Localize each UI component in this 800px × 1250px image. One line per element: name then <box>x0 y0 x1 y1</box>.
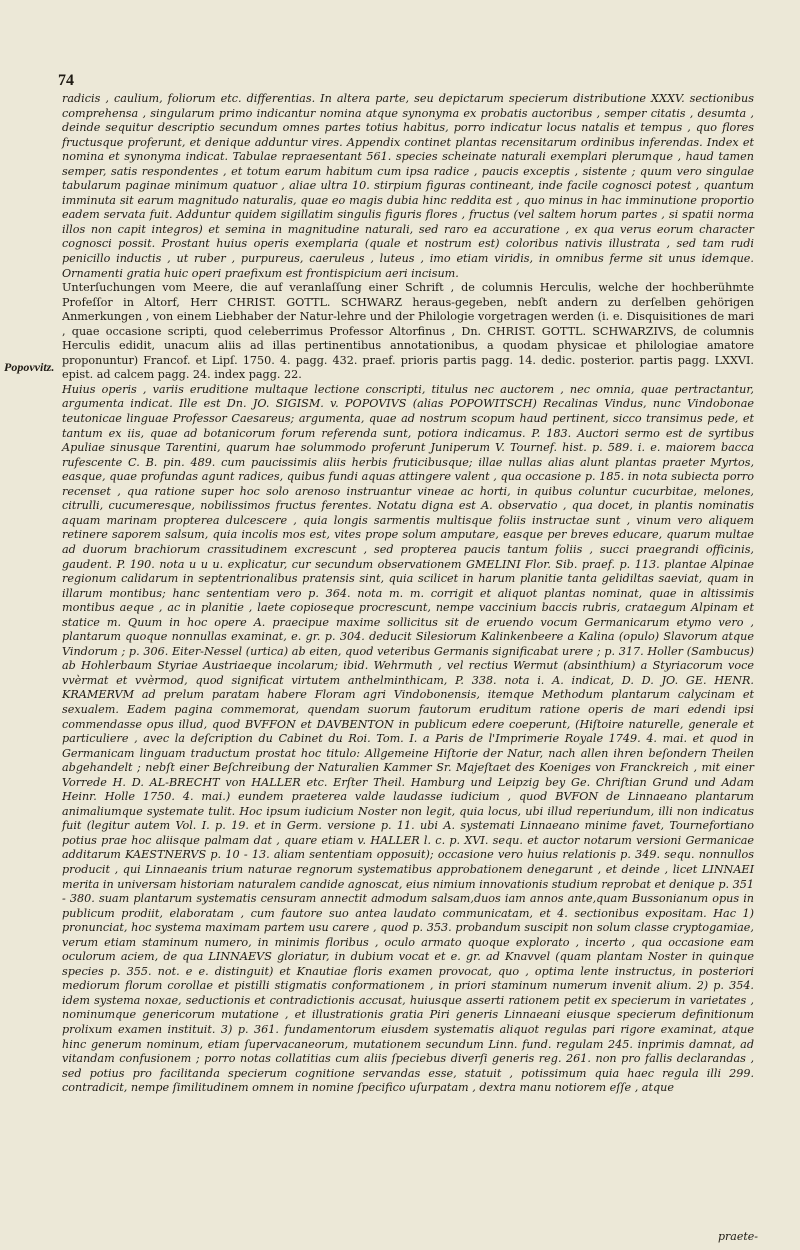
paragraph-bibliographic-entry: Unterſuchungen vom Meere, die auf veranlaſſung einer Schrift , de columnis Herculis, welche der hochberühmte Profeſſor in Altorf, Herr CHRIST. GOTTL. SCHWARZ heraus-gegeben, nebſt andern zu derſelben gehörigen Anmerkungen , von einem Liebhaber der Natur-lehre und der Philologie vorgetragen werden (i. e. Disquisitiones de mari , quae occasione scripti, quod celeberrimus Professor Altorfinus , Dn. CHRIST. GOTTL. SCHWARZIVS, de columnis Herculis edidit, unacum aliis ad illas pertinentibus annotationibus, a quodam physicae et philologiae amatore proponuntur) Francof. et Lipſ. 1750. 4. pagg. 432. praef. prioris partis pagg. 14. dedic. posterior. partis pagg. LXXVI. epist. ad calcem pagg. 24. index pagg. 22. <box>62 281 754 382</box>
body-text <box>62 92 754 1096</box>
paragraph-review-continued: radicis , caulium, foliorum etc. differentias. In altera parte, seu depictarum specierum distributione XXXV. sectionibus comprehensa , singularum primo indicantur nomina atque synonyma ex probatis auctoribus , semper citatis , desumta , deinde sequitur descriptio secundum omnes partes totius habitus, porro indicatur locus natalis et tempus , quo flores fructusque proferunt, et denique adduntur vires. Appendix continet plantas recensitarum ordinibus inferendas. Index et nomina et synonyma indicat. Tabulae repraesentant 561. species scheinate naturali exemplari plerumque , haud tamen semper, satis respondentes , et totum earum habitum cum ipsa radice , paucis exceptis , sistente ; quum vero singulae tabularum paginae minimum quatuor , aliae ultra 10. stirpium figuras contineant, inde facile cognosci potest , quantum imminuta sit earum magnitudo naturalis, quae eo magis dubia hinc reddita est , quo minus in hac imminutione proportio eadem servata fuit. Adduntur quidem sigillatim singulis figuris flores , fructus (vel saltem horum partes , si spatii norma illos non capit integros) et semina in magnitudine naturali, sed raro ea accuratione , ex qua verus eorum character cognosci possit. Prostant huius operis exemplaria (quale et nostrum est) coloribus nativis illustrata , sed tam rudi penicillo inductis , ut ruber , purpureus, caeruleus , luteus , imo etiam viridis, in omnibus ferme sit unus idemque. Ornamenti gratia huic operi praefixum est frontispicium aeri incisum. <box>62 92 754 280</box>
marginal-author-heading: Popovvitz. <box>4 360 55 374</box>
page-number: 74 <box>58 72 74 89</box>
catchword: praete- <box>717 1230 758 1243</box>
paragraph-review-body: Huius operis , variis eruditione multaque lectione conscripti, titulus nec auctorem , nec omnia, quae pertractantur, argumenta indicat. Ille est Dn. JO. SIGISM. v. POPOVIVS (alias POPOWITSCH) Recalinas Vindus, nunc Vindobonae teutonicae linguae Professor Caesareus; argumenta, quae ad nostrum scopum haud pertinent, sicco transimus pede, et tantum ex iis, quae ad botanicorum forum referenda sunt, potiora indicamus. P. 183. Auctori sermo est de syrtibus Apuliae sinusque Tarentini, quarum hae solummodo proferunt Juniperum V. Tournef. hist. p. 589. i. e. maiorem bacca rufescente C. B. pin. 489. cum paucissimis aliis herbis fruticibusque; illae nullas alias alunt plantas praeter Myrtos, easque, quae profundas agunt radices, quibus fundi aquas attingere valent , qua occasione p. 185. in nota subiecta porro recenset , qua ratione super hoc solo arenoso instruantur vineae ac horti, in quibus coluntur cucurbitae, melones, citrulli, cucumeresque, nobilissimos fructus ferentes. Notatu digna est A. observatio , qua docet, in plantis nominatis aquam marinam propterea dulcescere , quia longis sarmentis multisque foliis instructae sunt , vinum vero aliquem retinere saporem salsum, quia incolis mos est, vites prope solum amputare, easque per breves educare, quarum multae ad duorum brachiorum crassitudinem excrescunt , sed propterea paucis tantum foliis , succi praegrandi officinis, gaudent. P. 190. nota u u u. explicatur, cur secundum observationem GMELINI Flor. Sib. praef. p. 113. plantae Alpinae regionum calidarum in septentrionalibus pratensis sint, quia scilicet in harum planitie tanta gelidiltas saeviat, quam in illarum montibus; hanc sententiam vero p. 364. nota m. m. corrigit et aliquot plantas nominat, quae in altissimis montibus aeque , ac in planitie , laete copioseque procrescunt, nempe vaccinium baccis rubris, crataegum Alpinam et statice m. Quum in hoc opere A. praecipue maxime sollicitus sit de eruendo vocum Germanicarum etymo vero , plantarum quoque nonnullas examinat, e. gr. p. 304. deducit Silesiorum Kalinkenbeere a Kalina (opulo) Slavorum atque Vindorum ; p. 306. Eiter-Nessel (urtica) ab eiten, quod veteribus Germanis significabat urere ; p. 317. Holler (Sambucus) ab Hohlerbaum Styriae Austriaeque incolarum; ibid. Wehrmuth , vel rectius Wermut (absinthium) a Styriacorum voce vvèrmat et vvèrmod, quod significat virtutem anthelminthicam, P. 338. nota i. A. indicat, D. D. JO. GE. HENR. KRAMERVM ad prelum paratam habere Floram agri Vindobonensis, itemque Methodum plantarum calycinam et sexualem. Eadem pagina commemorat, quendam suorum fautorum eruditum ratione operis de mari edendi ipsi commendasse opus illud, quod BVFFON et DAVBENTON in publicum edere coeperunt, (Hiſtoire naturelle, generale et particuliere , avec la deſcription du Cabinet du Roi. Tom. I. a Paris de l'Imprimerie Royale 1749. 4. mai. et quod in Germanicam linguam traductum prostat hoc titulo: Allgemeine Hiſtorie der Natur, nach allen ihren beſondern Theilen abgehandelt ; nebſt einer Beſchreibung der Naturalien Kammer Sr. Majeſtaet des Koeniges von Franckreich , mit einer Vorrede H. D. AL-BRECHT von HALLER etc. Erſter Theil. Hamburg und Leipzig bey Ge. Chriſtian Grund und Adam Heinr. Holle 1750. 4. mai.) eundem praeterea valde laudasse iudicium , quod BVFON de Linnaeano plantarum animaliumque systemate tulit. Hoc ipsum iudicium Noster non legit, quia locus, ubi illud reperiundum, illi non indicatus fuit (legitur autem Vol. I. p. 19. et in Germ. versione p. 11. ubi A. systemati Linnaeano minime favet, Tournefortiano potius prae hoc aliisque palmam dat , quare etiam v. HALLER l. c. p. XVI. sequ. et auctor notarum versioni Germanicae additarum KAESTNERVS p. 10 - 13. aliam sententiam opposuit); occasione vero huius relationis p. 349. sequ. nonnullos producit , qui Linnaeanis trium naturae regnorum systematibus approbationem denegarunt , et deinde , licet LINNAEI merita in universam historiam naturalem candide agnoscat, eius nimium innovationis studium reprobat et denique p. 351 - 380. suam plantarum systematis censuram annectit admodum salsam,duos iam annos ante,quam Bussonianum opus in publicum prodiit, elaboratam , cum fautore suo antea laudato communicatam, et 4. sectionibus expositam. Hac 1) pronunciat, hoc systema maximam partem usu carere , quod p. 353. probandum suscipit non solum classe cryptogamiae, verum etiam staminum numero, in minimis floribus , oculo armato quoque explorato , incerto , qua occasione eam oculorum aciem, de qua LINNAEVS gloriatur, in dubium vocat et e. gr. ad Knavvel (quam plantam Noster in quinque species p. 355. not. e e. distinguit) et Knautiae floris examen provocat, quo , optima lente instructus, in posteriori mediorum florum corollae et pistilli stigmatis conformationem , in priori staminum numerum invenit alium. 2) p. 354. idem systema noxae, seductionis et contradictionis accusat, huiusque asserti rationem petit ex specierum in varietates , nominumque genericorum mutatione , et illustrationis gratia Piri generis Linnaeani eiusque specierum definitionum prolixum examen instituit. 3) p. 361. fundamentorum eiusdem systematis aliquot regulas pari rigore examinat, atque hinc generum nominum, etiam ſupervacaneorum, mutationem secundum Linn. fund. regulam 245. inprimis damnat, ad vitandam confusionem ; porro notas collatitias cum aliis ſpeciebus diverſi generis reg. 261. non pro fallis declarandas , sed potius pro facilitanda specierum cognitione servandas esse, statuit , potissimum quia haec regula illi 299. contradicit, nempe ſimilitudinem omnem in nomine ſpecifico uſurpatam , dextra manu notiorem eſſe , atque <box>62 382 754 1095</box>
